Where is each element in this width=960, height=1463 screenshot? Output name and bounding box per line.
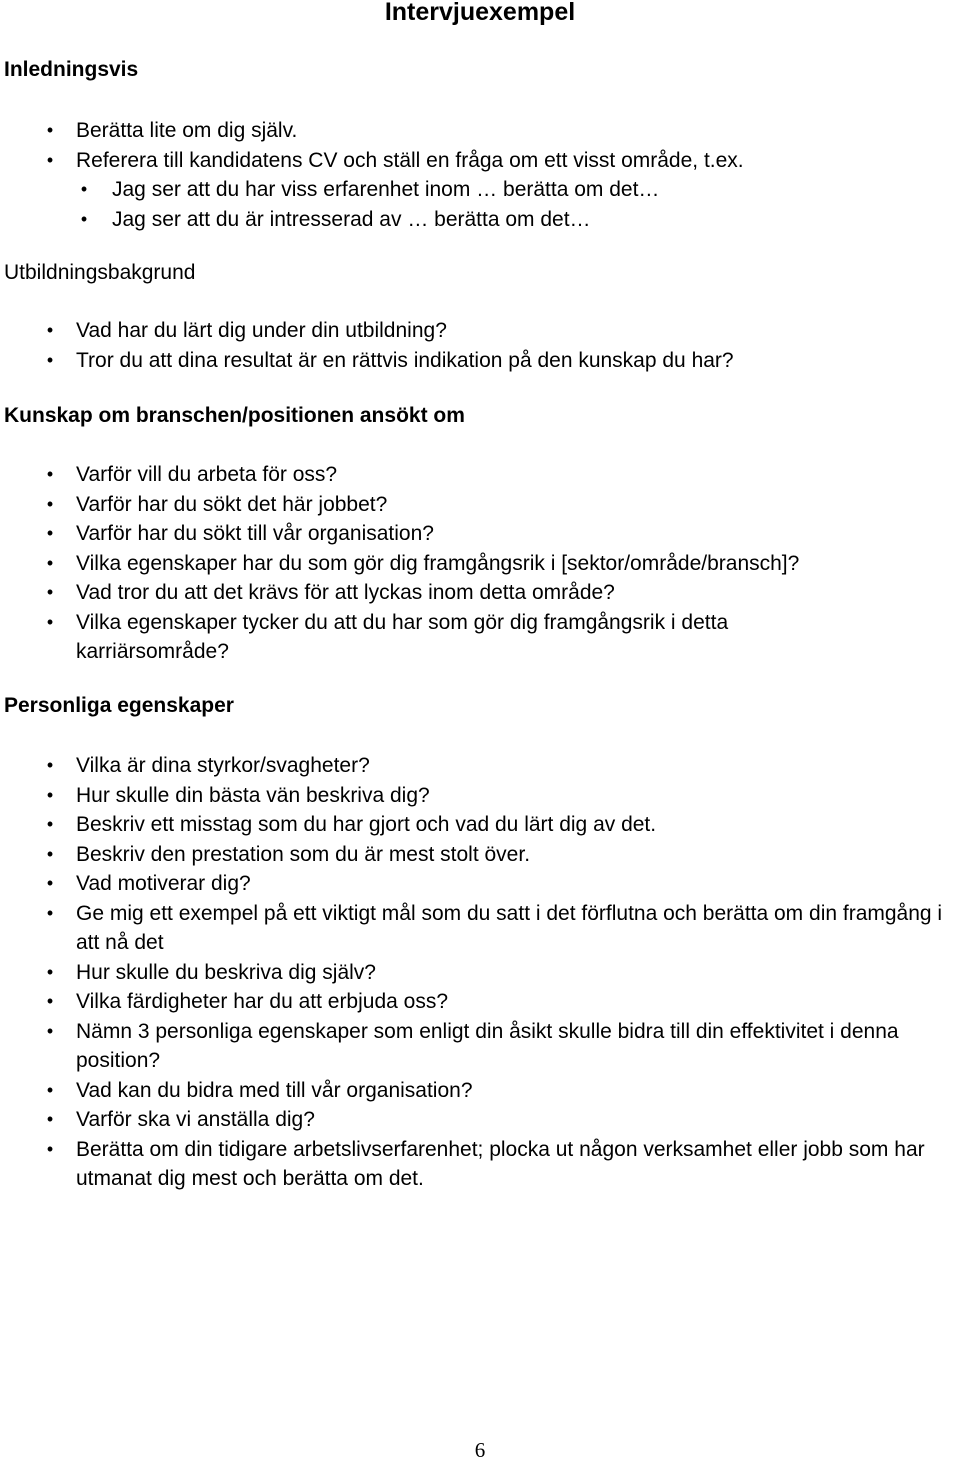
list-item xyxy=(0,116,960,146)
list-item-text: Beskriv den prestation som du är mest stolt över. xyxy=(76,842,531,866)
bullet-icon: • xyxy=(46,902,54,923)
list-item-text: Varför vill du arbeta för oss? xyxy=(76,463,338,486)
bullet-icon: • xyxy=(46,961,54,982)
bullet-icon: • xyxy=(46,120,54,140)
list-item xyxy=(0,869,960,899)
section-heading-intro: Inledningsvis xyxy=(4,58,139,81)
list-item xyxy=(0,490,960,520)
section-heading-personal: Personliga egenskaper xyxy=(4,694,234,717)
list-item xyxy=(0,578,960,608)
list-item-text: Varför har du sökt det här jobbet? xyxy=(76,492,388,516)
personal-list xyxy=(0,751,960,1194)
list-item-text: Varför har du sökt till vår organisation? xyxy=(76,522,434,545)
list-item-text: Vad kan du bidra med till vår organisation? xyxy=(76,1078,473,1102)
list-item xyxy=(0,205,960,235)
bullet-icon: • xyxy=(46,582,54,602)
industry-list xyxy=(0,460,960,667)
list-item-text: Vilka är dina styrkor/svagheter? xyxy=(76,754,370,777)
bullet-icon: • xyxy=(46,784,54,805)
section-heading-industry: Kunskap om branschen/positionen ansökt om xyxy=(4,404,465,427)
list-item-text: Referera till kandidatens CV och ställ en fråga om ett visst område, t.ex. xyxy=(76,148,744,172)
bullet-icon: • xyxy=(46,493,54,514)
list-item xyxy=(0,175,960,205)
list-item-text: Berätta om din tidigare arbetslivserfarenhet; plocka ut någon verksamhet eller jobb som har utmanat dig mest och berätta om det. xyxy=(76,1137,925,1190)
bullet-icon: • xyxy=(46,149,54,170)
list-item-text: Nämn 3 personliga egenskaper som enligt din åsikt skulle bidra till din effektivitet i denna position? xyxy=(76,1019,899,1072)
list-item-text: Hur skulle du beskriva dig själv? xyxy=(76,960,376,984)
bullet-icon: • xyxy=(46,755,54,775)
bullet-icon: • xyxy=(46,349,54,370)
bullet-icon: • xyxy=(80,179,88,199)
bullet-icon: • xyxy=(46,523,54,543)
bullet-icon: • xyxy=(46,873,54,893)
bullet-icon: • xyxy=(80,208,88,229)
list-item xyxy=(0,1105,960,1135)
bullet-icon: • xyxy=(46,814,54,834)
page-number: 6 xyxy=(474,1438,486,1462)
section-heading-education: Utbildningsbakgrund xyxy=(4,261,196,284)
bullet-icon: • xyxy=(46,464,54,484)
bullet-icon: • xyxy=(46,611,54,632)
list-item xyxy=(0,840,960,870)
list-item xyxy=(0,549,960,579)
list-item xyxy=(0,146,960,176)
bullet-icon: • xyxy=(46,1138,54,1159)
intro-list xyxy=(0,116,960,234)
list-item xyxy=(0,958,960,988)
list-item-text: Berätta lite om dig själv. xyxy=(76,119,298,142)
list-item xyxy=(0,316,960,346)
bullet-icon: • xyxy=(46,1109,54,1129)
list-item-text: Vad har du lärt dig under din utbildning? xyxy=(76,319,447,342)
list-item-text: Vilka egenskaper har du som gör dig framgångsrik i [sektor/område/bransch]? xyxy=(76,551,800,575)
list-item xyxy=(0,899,960,958)
bullet-icon: • xyxy=(46,1020,54,1041)
page-title: Intervjuexempel xyxy=(384,0,576,26)
list-item xyxy=(0,751,960,781)
list-item xyxy=(0,1017,960,1076)
list-item-text: Tror du att dina resultat är en rättvis indikation på den kunskap du har? xyxy=(76,348,734,372)
bullet-icon: • xyxy=(46,843,54,864)
education-list xyxy=(0,316,960,375)
bullet-icon: • xyxy=(46,991,54,1011)
list-item-text: Varför ska vi anställa dig? xyxy=(76,1108,315,1131)
list-item xyxy=(0,1135,960,1194)
list-item-text: Vad tror du att det krävs för att lyckas inom detta område? xyxy=(76,581,615,604)
list-item-text: Jag ser att du är intresserad av … berätta om det… xyxy=(112,207,591,231)
list-item-text: Vilka färdigheter har du att erbjuda oss? xyxy=(76,990,449,1013)
list-item xyxy=(0,519,960,549)
list-item xyxy=(0,346,960,376)
bullet-icon: • xyxy=(46,320,54,340)
bullet-icon: • xyxy=(46,1079,54,1100)
list-item-text: Ge mig ett exempel på ett viktigt mål som du satt i det förflutna och berätta om din framgång i att nå det xyxy=(76,901,943,954)
list-item xyxy=(0,781,960,811)
list-item xyxy=(0,810,960,840)
list-item xyxy=(0,987,960,1017)
list-item-text: Beskriv ett misstag som du har gjort och vad du lärt dig av det. xyxy=(76,813,657,836)
list-item xyxy=(0,1076,960,1106)
list-item-text: Vad motiverar dig? xyxy=(76,872,251,895)
list-item-text: Vilka egenskaper tycker du att du har som gör dig framgångsrik i detta karriärsområde? xyxy=(76,610,729,663)
list-item xyxy=(0,460,960,490)
list-item-text: Hur skulle din bästa vän beskriva dig? xyxy=(76,783,430,807)
list-item xyxy=(0,608,960,667)
list-item-text: Jag ser att du har viss erfarenhet inom … berätta om det… xyxy=(112,178,660,201)
bullet-icon: • xyxy=(46,552,54,573)
